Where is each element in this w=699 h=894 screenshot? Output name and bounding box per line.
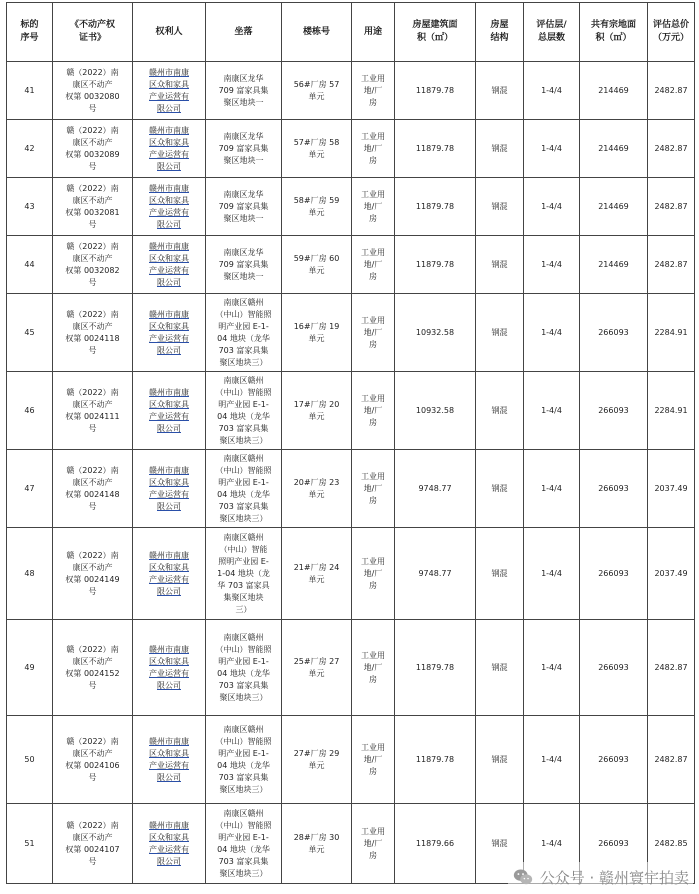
floor-area-cell	[395, 716, 476, 804]
land-area-cell-text: 266093	[598, 483, 629, 493]
certificate-cell-text: 赣（2022）南 康区不动产 权第 0032082 号	[65, 241, 120, 287]
location-cell-text: 南康区龙华 709 富家具集 聚区地块一	[218, 73, 269, 107]
structure-cell-text: 钢混	[491, 201, 508, 211]
total-price-cell	[648, 450, 695, 528]
use-cell-text: 工业用 地/厂 房	[361, 650, 385, 684]
header-location: 坐落	[206, 3, 282, 62]
building-cell	[282, 294, 352, 372]
owner-cell	[133, 620, 206, 716]
use-cell-text: 工业用 地/厂 房	[361, 393, 385, 427]
lot-number-cell	[7, 804, 53, 884]
table-row	[7, 716, 695, 804]
total-price-cell	[648, 528, 695, 620]
floor-area-cell-text: 10932.58	[415, 327, 455, 337]
total-price-cell-text: 2482.87	[654, 143, 688, 153]
use-cell	[352, 450, 395, 528]
land-area-cell	[580, 178, 648, 236]
location-cell-text: 南康区龙华 709 富家具集 聚区地块一	[218, 189, 269, 223]
building-cell-text: 58#厂房 59 单元	[293, 195, 340, 217]
certificate-cell-text: 赣（2022）南 康区不动产 权第 0024111 号	[65, 387, 120, 433]
certificate-cell-text: 赣（2022）南 康区不动产 权第 0024149 号	[65, 550, 120, 596]
floors-cell-text: 1-4/4	[541, 201, 562, 211]
watermark	[508, 862, 693, 892]
floor-area-cell-text: 11879.78	[415, 85, 455, 95]
building-cell	[282, 120, 352, 178]
total-price-cell	[648, 120, 695, 178]
lot-number-cell-text: 44	[24, 259, 35, 269]
building-cell	[282, 528, 352, 620]
total-price-cell-text: 2037.49	[654, 483, 688, 493]
floor-area-cell	[395, 178, 476, 236]
floors-cell-text: 1-4/4	[541, 838, 562, 848]
certificate-cell-text: 赣（2022）南 康区不动产 权第 0032089 号	[65, 125, 120, 171]
use-cell	[352, 804, 395, 884]
building-cell	[282, 178, 352, 236]
total-price-cell	[648, 716, 695, 804]
structure-cell	[476, 528, 524, 620]
location-cell-text: 南康区赣州 （中山）智能照 明产业园 E-1- 04 地块（龙华 703 富家具集 聚区地块三）	[215, 297, 272, 367]
header-use: 用途	[352, 3, 395, 62]
structure-cell	[476, 620, 524, 716]
use-cell	[352, 620, 395, 716]
land-area-cell-text: 266093	[598, 754, 629, 764]
owner-cell	[133, 120, 206, 178]
floor-area-cell-text: 11879.78	[415, 754, 455, 764]
use-cell	[352, 372, 395, 450]
certificate-cell-text: 赣（2022）南 康区不动产 权第 0032080 号	[65, 67, 120, 113]
owner-cell-text: 赣州市南康 区众和家具 产业运营有 限公司	[149, 387, 189, 433]
floors-cell	[524, 450, 580, 528]
structure-cell	[476, 62, 524, 120]
land-area-cell	[580, 62, 648, 120]
lot-number-cell-text: 47	[24, 483, 35, 493]
location-cell	[206, 372, 282, 450]
structure-cell	[476, 236, 524, 294]
owner-cell	[133, 372, 206, 450]
header-floor-area: 房屋建筑面 积（㎡）	[395, 3, 476, 62]
table-row	[7, 372, 695, 450]
floor-area-cell	[395, 450, 476, 528]
total-price-cell-text: 2037.49	[654, 568, 688, 578]
location-cell-text: 南康区赣州 （中山）智能 照明产业园 E- 1-04 地块（龙 华 703 富家具 集聚区地块 三）	[217, 532, 270, 614]
floors-cell-text: 1-4/4	[541, 143, 562, 153]
table-row	[7, 120, 695, 178]
owner-cell-text: 赣州市南康 区众和家具 产业运营有 限公司	[149, 736, 189, 782]
building-cell-text: 25#厂房 27 单元	[293, 656, 340, 678]
floors-cell	[524, 372, 580, 450]
floor-area-cell-text: 11879.78	[415, 143, 455, 153]
floor-area-cell-text: 9748.77	[418, 568, 452, 578]
total-price-cell-text: 2482.87	[654, 754, 688, 764]
land-area-cell	[580, 120, 648, 178]
header-lot-no: 标的 序号	[7, 3, 53, 62]
floors-cell	[524, 62, 580, 120]
floor-area-cell	[395, 294, 476, 372]
land-area-cell	[580, 528, 648, 620]
use-cell-text: 工业用 地/厂 房	[361, 742, 385, 776]
location-cell-text: 南康区赣州 （中山）智能照 明产业园 E-1- 04 地块（龙华 703 富家具集 聚区地块三）	[215, 724, 272, 794]
table-row	[7, 620, 695, 716]
location-cell	[206, 120, 282, 178]
land-area-cell-text: 214469	[598, 85, 629, 95]
lot-number-cell-text: 42	[24, 143, 35, 153]
structure-cell-text: 钢混	[491, 662, 508, 672]
building-cell	[282, 62, 352, 120]
location-cell-text: 南康区龙华 709 富家具集 聚区地块一	[218, 247, 269, 281]
floors-cell	[524, 620, 580, 716]
certificate-cell	[53, 120, 133, 178]
floor-area-cell	[395, 372, 476, 450]
land-area-cell	[580, 716, 648, 804]
structure-cell-text: 钢混	[491, 405, 508, 415]
total-price-cell-text: 2284.91	[654, 405, 688, 415]
owner-cell-text: 赣州市南康 区众和家具 产业运营有 限公司	[149, 67, 189, 113]
building-cell-text: 28#厂房 30 单元	[293, 832, 340, 854]
structure-cell	[476, 120, 524, 178]
floor-area-cell-text: 11879.78	[415, 259, 455, 269]
structure-cell-text: 钢混	[491, 568, 508, 578]
use-cell	[352, 294, 395, 372]
owner-cell-text: 赣州市南康 区众和家具 产业运营有 限公司	[149, 241, 189, 287]
watermark-text: 公众号 · 赣州寰宇拍卖	[539, 868, 689, 887]
header-land-area: 共有宗地面 积（㎡）	[580, 3, 648, 62]
table-row	[7, 294, 695, 372]
use-cell	[352, 120, 395, 178]
location-cell	[206, 62, 282, 120]
header-floors: 评估层/ 总层数	[524, 3, 580, 62]
location-cell	[206, 294, 282, 372]
use-cell	[352, 528, 395, 620]
lot-number-cell	[7, 450, 53, 528]
floor-area-cell-text: 11879.66	[415, 838, 455, 848]
table-row	[7, 528, 695, 620]
table-row	[7, 62, 695, 120]
location-cell-text: 南康区赣州 （中山）智能照 明产业园 E-1- 04 地块（龙华 703 富家具集 聚区地块三）	[215, 808, 272, 878]
structure-cell	[476, 178, 524, 236]
location-cell	[206, 236, 282, 294]
structure-cell	[476, 372, 524, 450]
use-cell-text: 工业用 地/厂 房	[361, 73, 385, 107]
certificate-cell-text: 赣（2022）南 康区不动产 权第 0024152 号	[65, 644, 120, 690]
structure-cell	[476, 294, 524, 372]
building-cell-text: 20#厂房 23 单元	[293, 477, 340, 499]
location-cell	[206, 528, 282, 620]
owner-cell-text: 赣州市南康 区众和家具 产业运营有 限公司	[149, 550, 189, 596]
owner-cell	[133, 236, 206, 294]
floor-area-cell	[395, 528, 476, 620]
lot-number-cell-text: 48	[24, 568, 35, 578]
use-cell-text: 工业用 地/厂 房	[361, 556, 385, 590]
header-building: 楼栋号	[282, 3, 352, 62]
floors-cell-text: 1-4/4	[541, 405, 562, 415]
lot-number-cell-text: 46	[24, 405, 35, 415]
land-area-cell	[580, 236, 648, 294]
use-cell-text: 工业用 地/厂 房	[361, 826, 385, 860]
floors-cell	[524, 716, 580, 804]
location-cell	[206, 804, 282, 884]
lot-number-cell	[7, 178, 53, 236]
owner-cell-text: 赣州市南康 区众和家具 产业运营有 限公司	[149, 465, 189, 511]
land-area-cell	[580, 620, 648, 716]
location-cell	[206, 450, 282, 528]
building-cell-text: 27#厂房 29 单元	[293, 748, 340, 770]
table-row	[7, 236, 695, 294]
land-area-cell-text: 214469	[598, 201, 629, 211]
floor-area-cell	[395, 62, 476, 120]
building-cell	[282, 236, 352, 294]
floors-cell-text: 1-4/4	[541, 568, 562, 578]
lot-number-cell	[7, 294, 53, 372]
use-cell	[352, 178, 395, 236]
use-cell	[352, 716, 395, 804]
lot-number-cell-text: 50	[24, 754, 35, 764]
land-area-cell-text: 214469	[598, 143, 629, 153]
structure-cell-text: 钢混	[491, 259, 508, 269]
land-area-cell-text: 266093	[598, 662, 629, 672]
table-body	[7, 62, 695, 884]
structure-cell-text: 钢混	[491, 85, 508, 95]
lot-number-cell-text: 51	[24, 838, 35, 848]
certificate-cell-text: 赣（2022）南 康区不动产 权第 0024107 号	[65, 820, 120, 866]
table-row	[7, 450, 695, 528]
use-cell	[352, 236, 395, 294]
floors-cell-text: 1-4/4	[541, 754, 562, 764]
floor-area-cell	[395, 804, 476, 884]
land-area-cell	[580, 294, 648, 372]
total-price-cell	[648, 620, 695, 716]
lot-number-cell	[7, 62, 53, 120]
certificate-cell	[53, 716, 133, 804]
structure-cell-text: 钢混	[491, 838, 508, 848]
lot-number-cell	[7, 716, 53, 804]
certificate-cell-text: 赣（2022）南 康区不动产 权第 0024106 号	[65, 736, 120, 782]
lot-number-cell	[7, 372, 53, 450]
total-price-cell-text: 2482.87	[654, 201, 688, 211]
table-row	[7, 178, 695, 236]
land-area-cell-text: 266093	[598, 327, 629, 337]
certificate-cell	[53, 178, 133, 236]
lot-number-cell	[7, 236, 53, 294]
owner-cell-text: 赣州市南康 区众和家具 产业运营有 限公司	[149, 183, 189, 229]
certificate-cell	[53, 620, 133, 716]
total-price-cell-text: 2482.87	[654, 662, 688, 672]
total-price-cell	[648, 372, 695, 450]
use-cell-text: 工业用 地/厂 房	[361, 471, 385, 505]
building-cell	[282, 372, 352, 450]
owner-cell	[133, 62, 206, 120]
use-cell-text: 工业用 地/厂 房	[361, 315, 385, 349]
header-certificate: 《不动产权 证书》	[53, 3, 133, 62]
land-area-cell	[580, 450, 648, 528]
floors-cell-text: 1-4/4	[541, 85, 562, 95]
use-cell-text: 工业用 地/厂 房	[361, 189, 385, 223]
building-cell	[282, 450, 352, 528]
certificate-cell	[53, 450, 133, 528]
certificate-cell-text: 赣（2022）南 康区不动产 权第 0032081 号	[65, 183, 120, 229]
total-price-cell-text: 2482.87	[654, 259, 688, 269]
header-structure: 房屋 结构	[476, 3, 524, 62]
certificate-cell	[53, 528, 133, 620]
building-cell-text: 59#厂房 60 单元	[293, 253, 340, 275]
building-cell-text: 17#厂房 20 单元	[293, 399, 340, 421]
building-cell-text: 21#厂房 24 单元	[293, 562, 340, 584]
land-area-cell-text: 266093	[598, 568, 629, 578]
owner-cell	[133, 804, 206, 884]
structure-cell-text: 钢混	[491, 327, 508, 337]
owner-cell-text: 赣州市南康 区众和家具 产业运营有 限公司	[149, 644, 189, 690]
total-price-cell-text: 2482.85	[654, 838, 688, 848]
owner-cell-text: 赣州市南康 区众和家具 产业运营有 限公司	[149, 820, 189, 866]
building-cell	[282, 804, 352, 884]
structure-cell	[476, 716, 524, 804]
floor-area-cell-text: 11879.78	[415, 662, 455, 672]
location-cell	[206, 178, 282, 236]
owner-cell	[133, 450, 206, 528]
floors-cell-text: 1-4/4	[541, 483, 562, 493]
structure-cell-text: 钢混	[491, 143, 508, 153]
lot-number-cell	[7, 120, 53, 178]
owner-cell-text: 赣州市南康 区众和家具 产业运营有 限公司	[149, 125, 189, 171]
building-cell-text: 56#厂房 57 单元	[293, 79, 340, 101]
total-price-cell	[648, 178, 695, 236]
total-price-cell-text: 2482.87	[654, 85, 688, 95]
location-cell-text: 南康区赣州 （中山）智能照 明产业园 E-1- 04 地块（龙华 703 富家具集 聚区地块三）	[215, 632, 272, 702]
floor-area-cell	[395, 120, 476, 178]
building-cell	[282, 620, 352, 716]
owner-cell	[133, 528, 206, 620]
location-cell-text: 南康区龙华 709 富家具集 聚区地块一	[218, 131, 269, 165]
lot-number-cell-text: 43	[24, 201, 35, 211]
document-page	[6, 2, 694, 884]
floor-area-cell-text: 9748.77	[418, 483, 452, 493]
lot-number-cell	[7, 620, 53, 716]
structure-cell	[476, 450, 524, 528]
total-price-cell	[648, 236, 695, 294]
use-cell-text: 工业用 地/厂 房	[361, 247, 385, 281]
location-cell-text: 南康区赣州 （中山）智能照 明产业园 E-1- 04 地块（龙华 703 富家具集 聚区地块三）	[215, 375, 272, 445]
building-cell	[282, 716, 352, 804]
total-price-cell	[648, 294, 695, 372]
floors-cell-text: 1-4/4	[541, 259, 562, 269]
land-area-cell-text: 266093	[598, 838, 629, 848]
total-price-cell	[648, 62, 695, 120]
building-cell-text: 57#厂房 58 单元	[293, 137, 340, 159]
land-area-cell	[580, 372, 648, 450]
total-price-cell-text: 2284.91	[654, 327, 688, 337]
certificate-cell	[53, 62, 133, 120]
floors-cell	[524, 178, 580, 236]
floors-cell	[524, 236, 580, 294]
certificate-cell	[53, 236, 133, 294]
table-header-row	[7, 3, 695, 62]
lot-number-cell-text: 45	[24, 327, 35, 337]
certificate-cell	[53, 294, 133, 372]
wechat-icon	[512, 866, 534, 888]
floors-cell-text: 1-4/4	[541, 327, 562, 337]
location-cell	[206, 620, 282, 716]
structure-cell-text: 钢混	[491, 754, 508, 764]
use-cell-text: 工业用 地/厂 房	[361, 131, 385, 165]
floors-cell-text: 1-4/4	[541, 662, 562, 672]
owner-cell-text: 赣州市南康 区众和家具 产业运营有 限公司	[149, 309, 189, 355]
land-area-cell-text: 214469	[598, 259, 629, 269]
header-total-price: 评估总价 （万元）	[648, 3, 695, 62]
lot-number-cell	[7, 528, 53, 620]
auction-lot-table	[6, 2, 695, 884]
land-area-cell-text: 266093	[598, 405, 629, 415]
floors-cell	[524, 294, 580, 372]
floors-cell	[524, 528, 580, 620]
floor-area-cell	[395, 620, 476, 716]
use-cell	[352, 62, 395, 120]
floor-area-cell-text: 10932.58	[415, 405, 455, 415]
structure-cell-text: 钢混	[491, 483, 508, 493]
building-cell-text: 16#厂房 19 单元	[293, 321, 340, 343]
certificate-cell	[53, 804, 133, 884]
floor-area-cell-text: 11879.78	[415, 201, 455, 211]
owner-cell	[133, 294, 206, 372]
certificate-cell-text: 赣（2022）南 康区不动产 权第 0024148 号	[65, 465, 120, 511]
header-owner: 权利人	[133, 3, 206, 62]
owner-cell	[133, 178, 206, 236]
location-cell-text: 南康区赣州 （中山）智能照 明产业园 E-1- 04 地块（龙华 703 富家具集 聚区地块三）	[215, 453, 272, 523]
certificate-cell	[53, 372, 133, 450]
lot-number-cell-text: 41	[24, 85, 35, 95]
floor-area-cell	[395, 236, 476, 294]
location-cell	[206, 716, 282, 804]
owner-cell	[133, 716, 206, 804]
lot-number-cell-text: 49	[24, 662, 35, 672]
floors-cell	[524, 120, 580, 178]
certificate-cell-text: 赣（2022）南 康区不动产 权第 0024118 号	[65, 309, 120, 355]
